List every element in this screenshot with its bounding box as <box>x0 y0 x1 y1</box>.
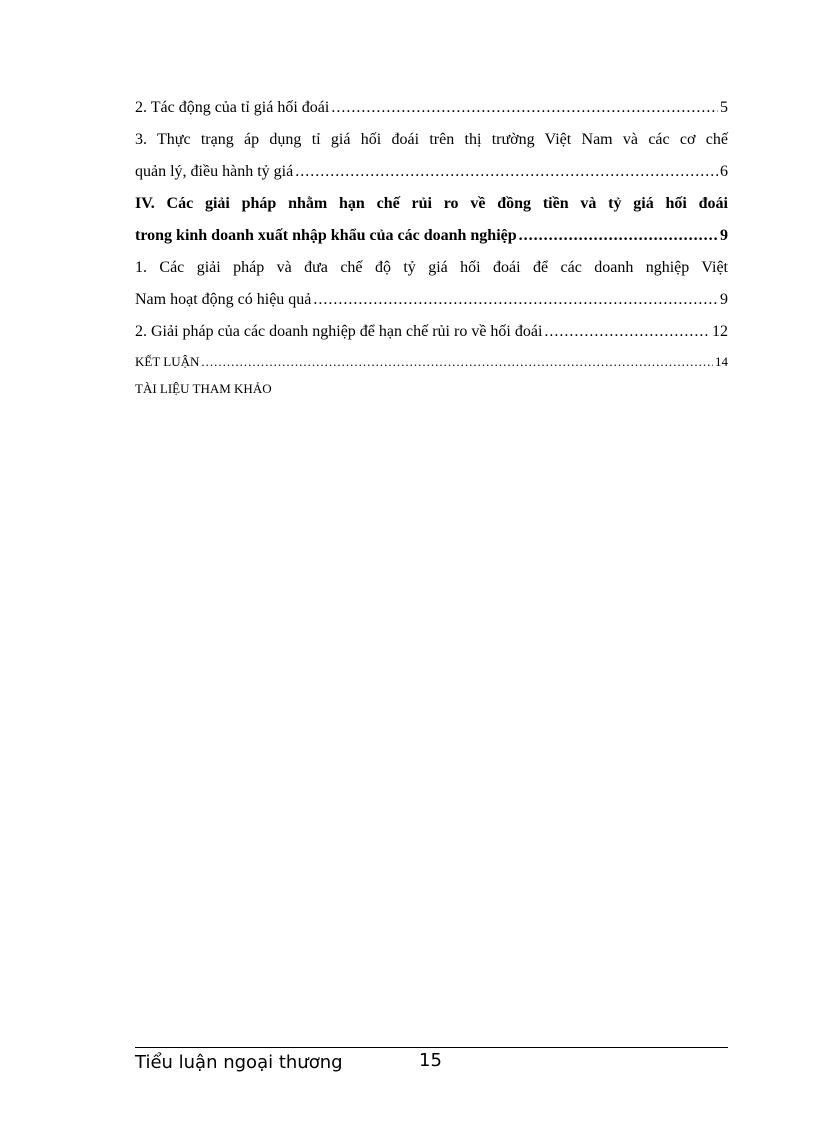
toc-entry-iv-2[interactable] <box>135 316 728 348</box>
toc-entry-iv-1-line1[interactable]: 1. Các giải pháp và đưa chế độ tỷ giá hối đoái để các doanh nghiệp Việt <box>135 259 728 276</box>
toc-entry-text: KẾT LUẬN <box>135 354 200 369</box>
toc-page-number: 6 <box>720 163 728 180</box>
toc-section-iv-line1[interactable]: IV. Các giải pháp nhằm hạn chế rủi ro về đồng tiền và tỷ giá hối đoái <box>135 195 728 212</box>
toc-page-number: 9 <box>720 227 728 244</box>
toc-entry-references[interactable] <box>135 375 728 402</box>
toc-section-iv-line2[interactable] <box>135 220 728 252</box>
dot-leader <box>313 284 718 316</box>
toc-entry-text: trong kinh doanh xuất nhập khẩu của các doanh nghiệp <box>135 227 517 244</box>
dot-leader <box>295 156 718 188</box>
toc-page-number: 5 <box>720 99 728 116</box>
footer-page-number: 15 <box>419 1050 442 1071</box>
toc-entry-text: quản lý, điều hành tỷ giá <box>135 163 294 180</box>
dot-leader <box>544 316 710 348</box>
toc-entry-text: Nam hoạt động có hiệu quả <box>135 291 312 308</box>
toc-entry-conclusion[interactable] <box>135 348 728 375</box>
toc-entry-text: 2. Tác động của tỉ giá hối đoái <box>135 99 330 116</box>
toc-entry-text: 2. Giải pháp của các doanh nghiệp để hạn chế rủi ro về hối đoái <box>135 323 543 340</box>
footer-title: Tiểu luận ngoại thương <box>135 1052 343 1073</box>
toc-page-number: 9 <box>720 291 728 308</box>
toc-page-number: 12 <box>712 323 728 340</box>
dot-leader <box>201 348 713 375</box>
toc-entry-2-impact[interactable] <box>135 92 728 124</box>
toc-entry-3-line2[interactable] <box>135 156 728 188</box>
dot-leader <box>519 220 718 252</box>
toc-entry-iv-1-line2[interactable] <box>135 284 728 316</box>
table-of-contents <box>135 92 728 402</box>
footer-divider <box>135 1047 728 1048</box>
toc-page-number: 14 <box>715 354 728 369</box>
toc-entry-3-line1[interactable]: 3. Thực trạng áp dụng tỉ giá hối đoái trên thị trường Việt Nam và các cơ chế <box>135 131 728 148</box>
toc-entry-text: TÀI LIỆU THAM KHẢO <box>135 381 272 396</box>
dot-leader <box>331 92 718 124</box>
